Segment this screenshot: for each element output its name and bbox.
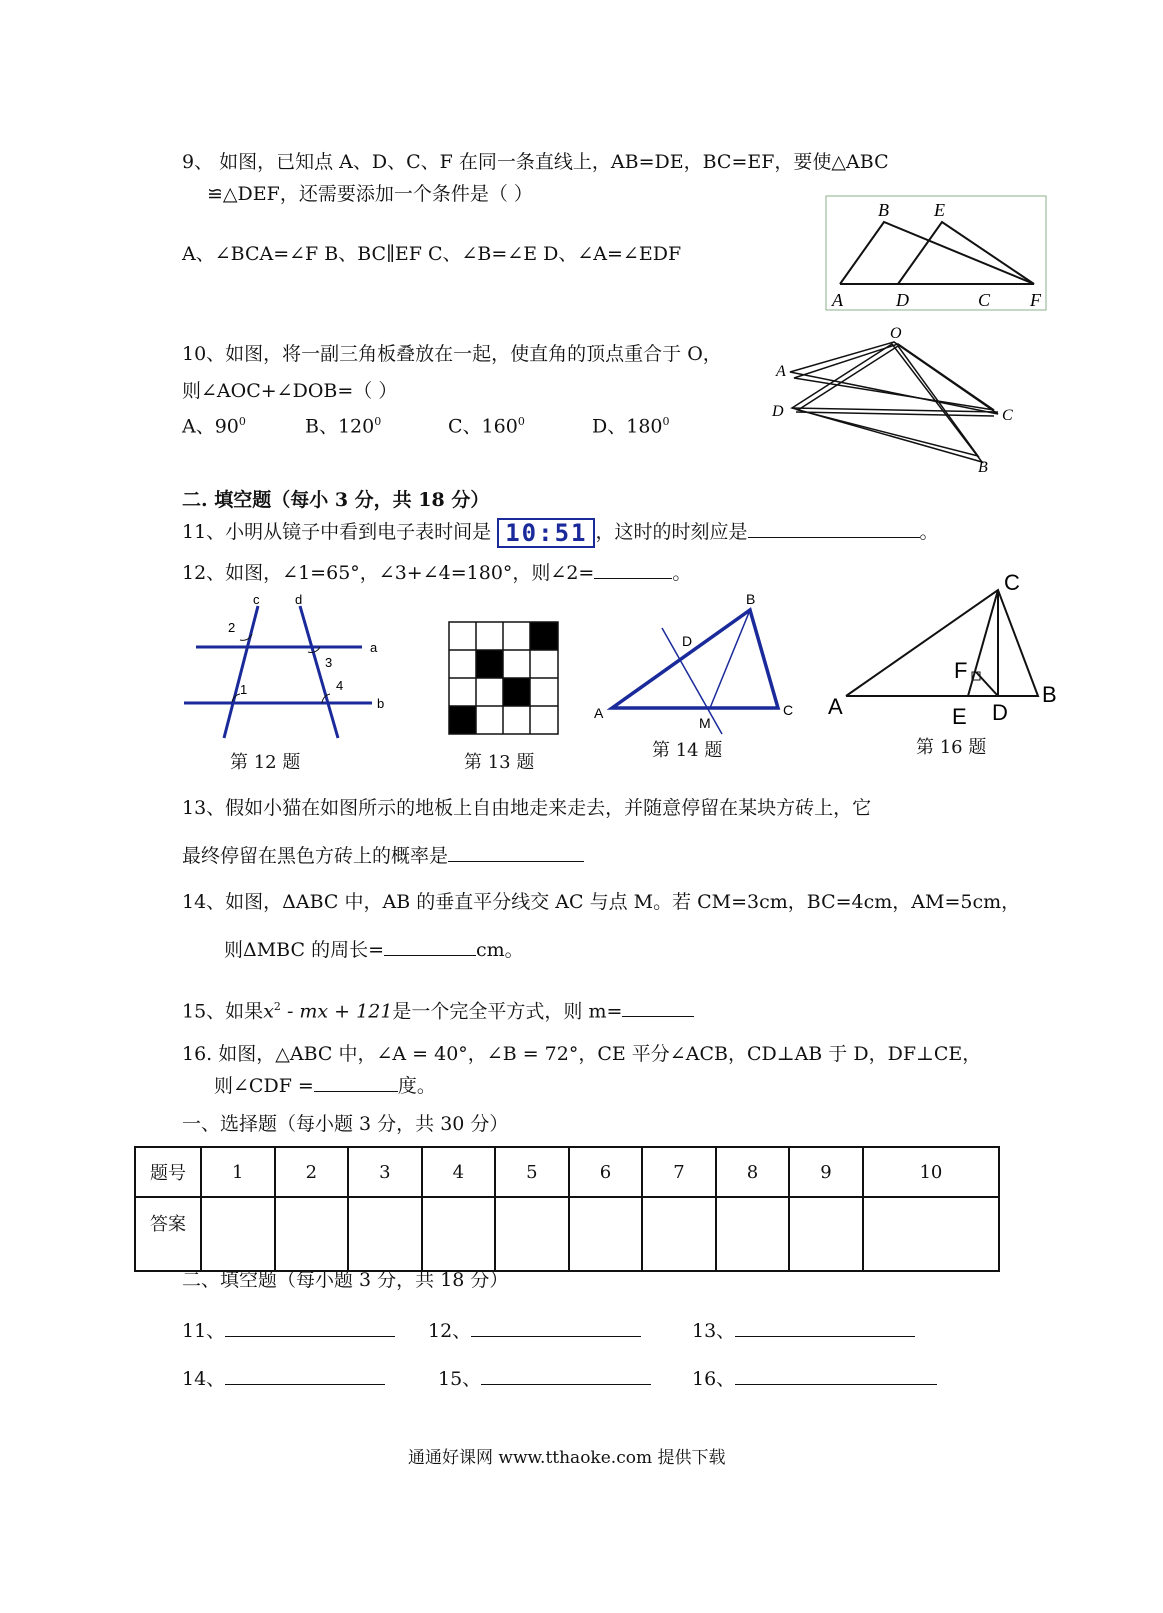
fill-answer-12: 12、 [428, 1318, 641, 1343]
fig16-label-e: E [952, 704, 967, 728]
fill-answer-15: 15、 [438, 1366, 651, 1391]
fig16-label-d: D [992, 700, 1008, 725]
header-label: 题号 [135, 1147, 201, 1197]
fig12-label-4: 4 [336, 678, 344, 693]
answer-cell[interactable] [348, 1197, 422, 1271]
black-tile [476, 650, 503, 678]
fill-answer-11: 11、 [182, 1318, 395, 1343]
fig13-grid [447, 620, 561, 736]
answer-cell[interactable] [201, 1197, 275, 1271]
fig14-label-d: D [682, 633, 693, 649]
q10-option-b: B、$120^0$ [305, 415, 382, 438]
q10-label-c: C [1002, 407, 1013, 424]
q10-figure [770, 322, 1030, 478]
caption-fig16: 第 16 题 [916, 737, 987, 758]
q16-line1: 16. 如图，△ABC 中，∠A = 40°，∠B = 72°，CE 平分∠ACB，CD⊥AB 于 D，DF⊥CE， [182, 1043, 982, 1065]
q9-label-d: D [896, 290, 909, 310]
black-tile [449, 706, 476, 734]
q9-label-c: C [978, 290, 991, 310]
answer-cell[interactable] [863, 1197, 999, 1271]
q9-label-f: F [1030, 290, 1041, 310]
fig12-label-a: a [370, 640, 378, 655]
header-num: 4 [422, 1147, 496, 1197]
fill-blank-13[interactable] [735, 1318, 915, 1337]
answer-cell[interactable] [569, 1197, 643, 1271]
fig14-label-m: M [699, 715, 711, 731]
answer-cell[interactable] [716, 1197, 790, 1271]
q11: 11、小明从镜子中看到电子表时间是 10:51 ，这时的时刻应是 。 [182, 519, 939, 547]
fill-answer-13: 13、 [692, 1318, 915, 1343]
header-num: 2 [275, 1147, 349, 1197]
header-num: 10 [863, 1147, 999, 1197]
answer-cell[interactable] [789, 1197, 863, 1271]
q9-label-a: A [832, 290, 843, 310]
answer-table [134, 1146, 1000, 1272]
q14-line2: 则ΔMBC 的周长= cm。 [224, 939, 524, 961]
q9-line1: 9、 如图，已知点 A、D、C、F 在同一条直线上，AB=DE，BC=EF，要使△ABC [182, 151, 889, 173]
caption-fig14: 第 14 题 [652, 740, 723, 761]
answer-table-header-row [135, 1147, 999, 1197]
header-num: 9 [789, 1147, 863, 1197]
black-tile [530, 622, 558, 650]
fill-answer-14: 14、 [182, 1366, 385, 1391]
fig14-label-b: B [746, 591, 756, 607]
fill-blank-14[interactable] [225, 1366, 385, 1385]
black-tile [503, 678, 530, 706]
q13-line2: 最终停留在黑色方砖上的概率是 [182, 843, 584, 868]
fill-blank-11[interactable] [225, 1318, 395, 1337]
clock-display: 10:51 [497, 518, 595, 548]
fig16-label-c: C [1004, 570, 1020, 595]
header-num: 1 [201, 1147, 275, 1197]
q9-label-e: E [934, 200, 945, 220]
fig12-label-1: 1 [240, 682, 248, 697]
answer-cell[interactable] [422, 1197, 496, 1271]
fig12-label-c: c [253, 592, 260, 607]
fill-blank-12[interactable] [471, 1318, 641, 1337]
page-footer: 通通好课网 www.tthaoke.com 提供下载 [408, 1448, 726, 1468]
fig16-label-b: B [1042, 682, 1057, 707]
fig14-label-c: C [783, 702, 794, 718]
caption-fig13: 第 13 题 [464, 752, 535, 773]
q10-label-d: D [772, 403, 784, 420]
fig16-label-f: F [954, 658, 968, 683]
answer-section1-title: 一、选择题（每小题 3 分，共 30 分） [182, 1113, 509, 1135]
q10-option-d: D、$180^0$ [592, 415, 670, 438]
fig12-label-d: d [295, 592, 303, 607]
fig16-label-a: A [828, 694, 843, 719]
q13-line1: 13、假如小猫在如图所示的地板上自由地走来走去，并随意停留在某块方砖上，它 [182, 797, 872, 819]
q16-line2: 则∠CDF = 度。 [214, 1075, 436, 1097]
answer-cell[interactable] [495, 1197, 569, 1271]
q10-label-a: A [776, 363, 786, 380]
q10-label-b: B [978, 459, 988, 476]
q14-line1: 14、如图，ΔABC 中，AB 的垂直平分线交 AC 与点 M。若 CM=3cm，BC=4cm，AM=5cm， [182, 891, 1021, 913]
answer-label: 答案 [135, 1197, 201, 1271]
answer-cell[interactable] [275, 1197, 349, 1271]
answer-section2-title: 二、填空题（每小题 3 分，共 18 分） [182, 1269, 509, 1291]
q9-figure [822, 192, 1052, 314]
header-num: 6 [569, 1147, 643, 1197]
q10-option-a: A、$90^0$ [182, 415, 246, 438]
caption-fig12: 第 12 题 [230, 752, 301, 773]
fill-answer-16: 16、 [692, 1366, 937, 1391]
fig14-label-a: A [594, 705, 604, 721]
q10-label-o: O [890, 325, 902, 342]
section2-title: 二. 填空题（每小 3 分，共 18 分） [182, 489, 490, 511]
header-num: 3 [348, 1147, 422, 1197]
q10-line2: 则∠AOC+∠DOB=（ ） [182, 380, 398, 402]
fig12 [180, 590, 410, 750]
fig12-label-2: 2 [228, 620, 236, 635]
q9-options: A、∠BCA=∠F B、BC∥EF C、∠B=∠E D、∠A=∠EDF [182, 243, 682, 265]
q12: 12、如图，∠1=65°，∠3+∠4=180°，则∠2= 。 [182, 562, 692, 584]
q9-line2: ≌△DEF，还需要添加一个条件是（ ） [207, 183, 533, 205]
q15: 15、如果$x^2$ - mx + 121是一个完全平方式，则 m= [182, 995, 694, 1023]
answer-cell[interactable] [642, 1197, 716, 1271]
fig12-label-b: b [377, 696, 385, 711]
header-num: 7 [642, 1147, 716, 1197]
q9-label-b: B [878, 200, 889, 220]
header-num: 8 [716, 1147, 790, 1197]
fig12-label-3: 3 [325, 655, 333, 670]
q10-line1: 10、如图，将一副三角板叠放在一起，使直角的顶点重合于 O， [182, 343, 722, 365]
header-num: 5 [495, 1147, 569, 1197]
fig14 [592, 588, 802, 738]
q10-option-c: C、$160^0$ [448, 415, 525, 438]
fig16 [822, 568, 1062, 728]
fill-blank-16[interactable] [735, 1366, 937, 1385]
fill-blank-15[interactable] [481, 1366, 651, 1385]
answer-table-answer-row [135, 1197, 999, 1271]
